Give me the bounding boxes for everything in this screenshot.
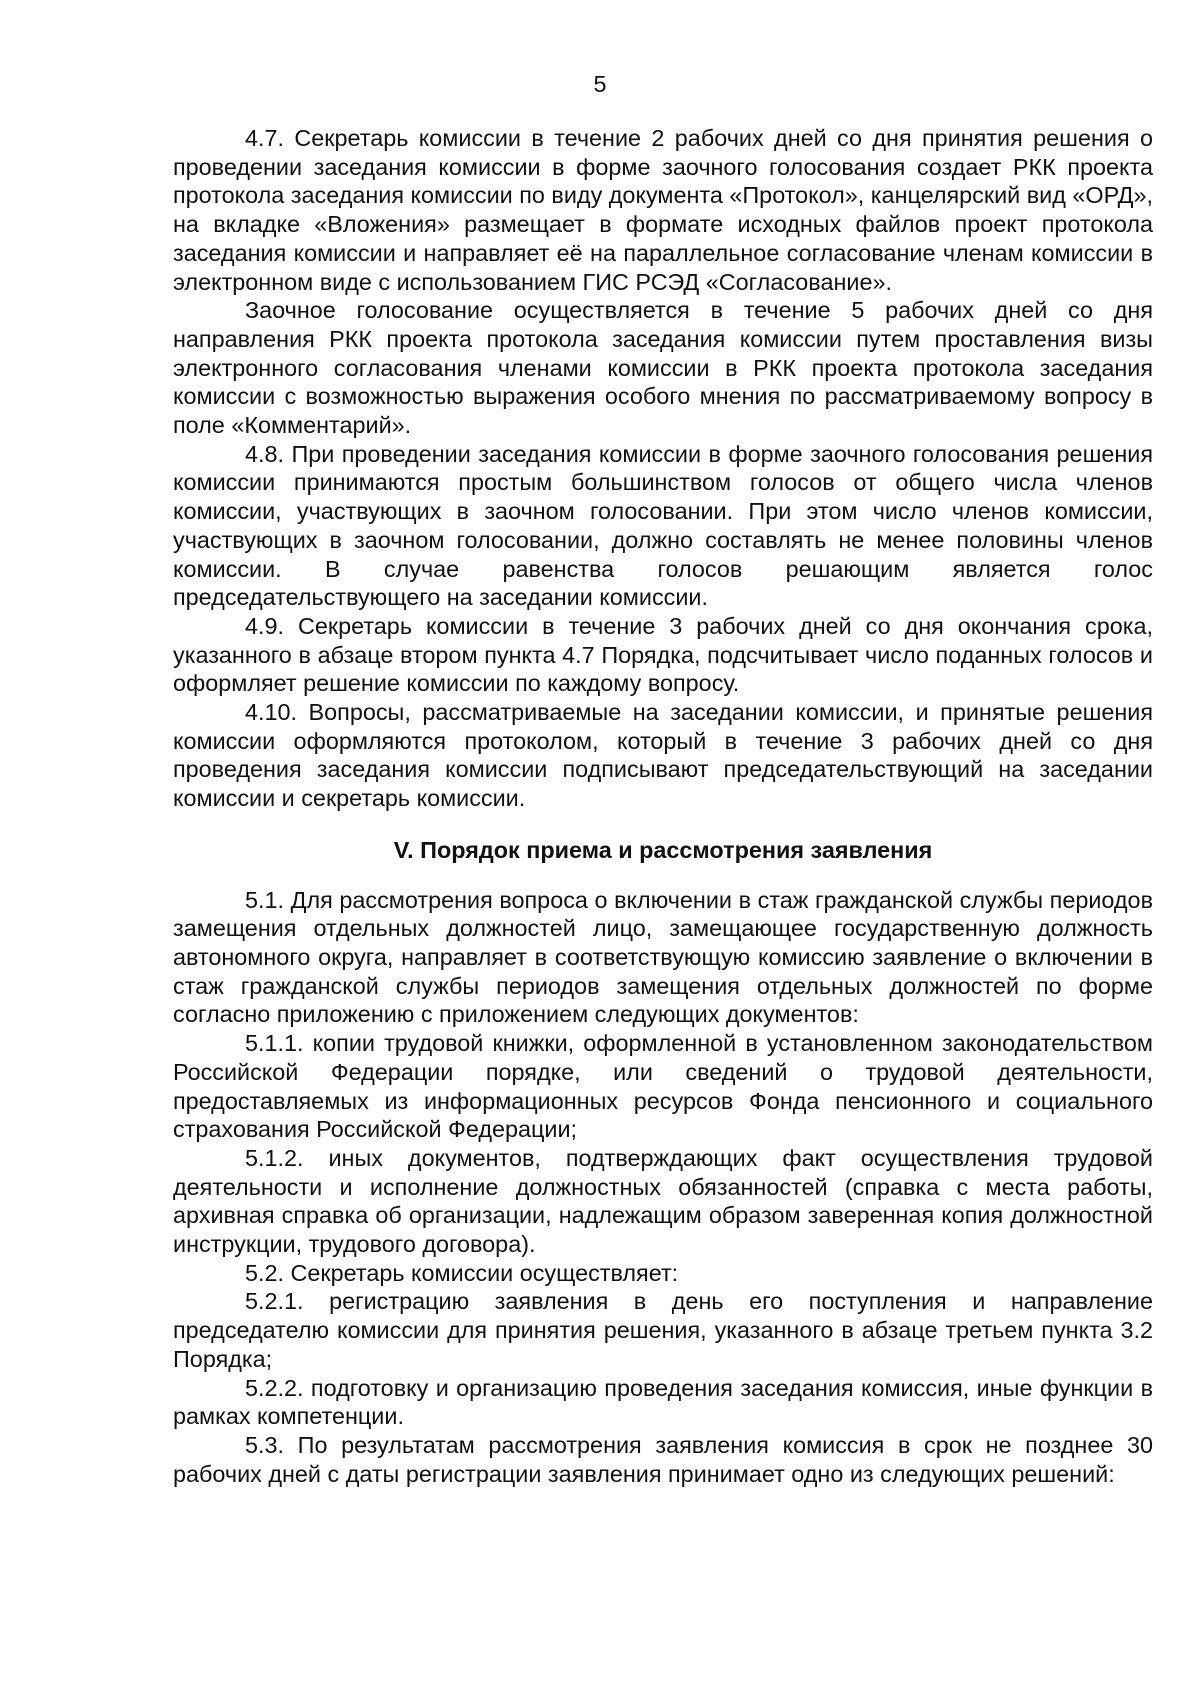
paragraph-4-10: 4.10. Вопросы, рассматриваемые на заседании комиссии, и принятые решения комиссии оформляются протоколом, который в течение 3 рабочих дней со дня проведения заседания комиссии подписывают председательствующий на заседании комиссии и секретарь комиссии. (173, 699, 1153, 812)
paragraph-4-8: 4.8. При проведении заседания комиссии в форме заочного голосования решения комиссии принимаются простым большинством голосов от общего числа членов комиссии, участвующих в заочном голосовании. При этом число членов комиссии, участвующих в заочном голосовании, должно составлять не менее половины членов комиссии. В случае равенства голосов решающим является голос председательствующего на заседании комиссии. (173, 440, 1153, 611)
paragraph-4-7-absentee-voting: Заочное голосование осуществляется в течение 5 рабочих дней со дня направления РКК проекта протокола заседания комиссии путем проставления визы электронного согласования членами комиссии в РКК проекта протокола заседания комиссии с возможностью выражения особого мнения по рассматриваемому вопросу в поле «Комментарий». (173, 297, 1153, 439)
section-heading: V. Порядок приема и рассмотрения заявления (393, 836, 933, 863)
paragraph-5-1-2: 5.1.2. иных документов, подтверждающих факт осуществления трудовой деятельности и исполнение должностных обязанностей (справка с места работы, архивная справка об организации, надлежащим образом заверенная копия должностной инструкции, трудового договора). (173, 1144, 1153, 1258)
paragraph-4-7: 4.7. Секретарь комиссии в течение 2 рабочих дней со дня принятия решения о проведении заседания комиссии в форме заочного голосования создает РКК проекта протокола заседания комиссии по виду документа «Протокол», канцелярский вид «ОРД», на вкладке «Вложения» размещает в формате исходных файлов проект протокола заседания комиссии и направляет её на параллельное согласование членам комиссии в электронном виде с использованием ГИС РСЭД «Согласование». (173, 125, 1153, 295)
paragraph-5-3: 5.3. По результатам рассмотрения заявления комиссия в срок не позднее 30 рабочих дней с даты регистрации заявления принимает одно из следующих решений: (173, 1431, 1153, 1487)
document-body (173, 124, 1153, 1488)
page-number: 5 (593, 71, 607, 97)
paragraph-5-1: 5.1. Для рассмотрения вопроса о включении в стаж гражданской службы периодов замещения отдельных должностей лицо, замещающее государственную должность автономного округа, направляет в соответствующую комиссию заявление о включении в стаж гражданской службы периодов замещения отдельных должностей по форме согласно приложению с приложением следующих документов: (173, 886, 1153, 1028)
paragraph-4-9: 4.9. Секретарь комиссии в течение 3 рабочих дней со дня окончания срока, указанного в абзаце втором пункта 4.7 Порядка, подсчитывает число поданных голосов и оформляет решение комиссии по каждому вопросу. (173, 612, 1153, 697)
paragraph-5-2-1: 5.2.1. регистрацию заявления в день его поступления и направление председателю комиссии для принятия решения, указанного в абзаце третьем пункта 3.2 Порядка; (173, 1288, 1153, 1372)
paragraph-5-2: 5.2. Секретарь комиссии осуществляет: (245, 1259, 679, 1286)
paragraph-5-2-2: 5.2.2. подготовку и организацию проведения заседания комиссия, иные функции в рамках компетенции. (173, 1374, 1153, 1430)
paragraph-5-1-1: 5.1.1. копии трудовой книжки, оформленной в установленном законодательством Российской Федерации порядке, или сведений о трудовой деятельности, предоставляемых из информационных ресурсов Фонда пенсионного и социального страхования Российской Федерации; (173, 1030, 1153, 1143)
